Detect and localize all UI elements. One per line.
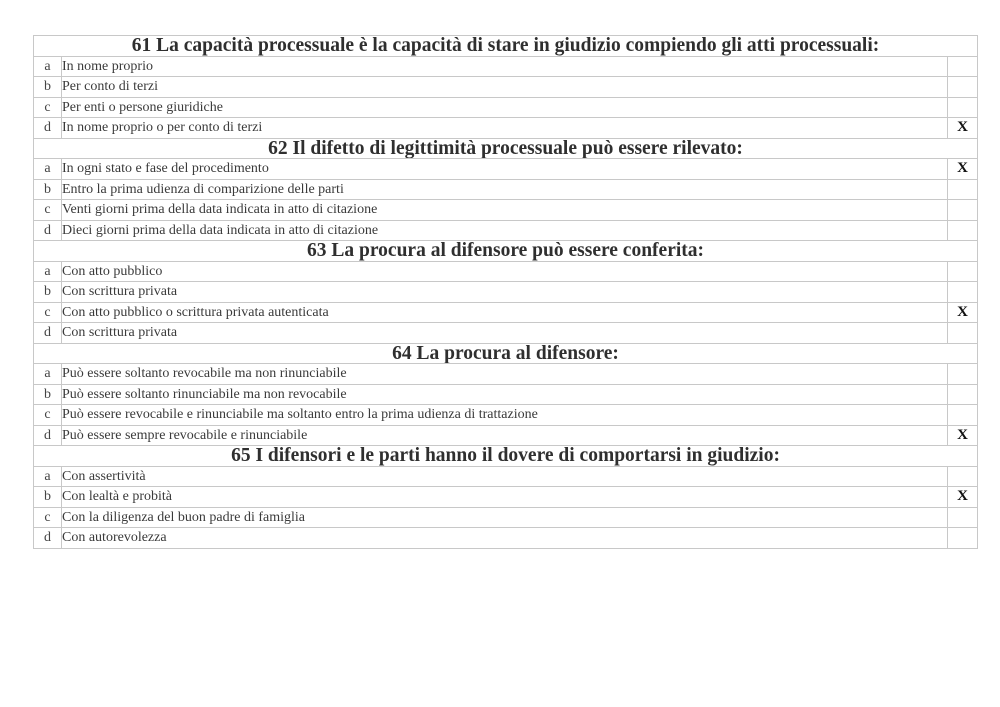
option-text: Può essere sempre revocabile e rinunciabile [62,425,948,446]
answer-mark: X [948,118,978,139]
answer-mark [948,466,978,487]
option-row [34,118,978,139]
question-title: 61 La capacità processuale è la capacità di stare in giudizio compiendo gli atti processuali: [34,36,978,57]
option-letter: c [34,405,62,426]
option-text: Per conto di terzi [62,77,948,98]
answer-mark [948,56,978,77]
answer-mark: X [948,302,978,323]
option-text: Può essere soltanto rinunciabile ma non revocabile [62,384,948,405]
option-row [34,77,978,98]
question-title: 64 La procura al difensore: [34,343,978,364]
option-row [34,487,978,508]
answer-mark: X [948,425,978,446]
option-row [34,200,978,221]
option-text: Entro la prima udienza di comparizione delle parti [62,179,948,200]
question-title-row [34,446,978,467]
option-letter: a [34,261,62,282]
option-row [34,159,978,180]
answer-mark: X [948,487,978,508]
option-text: Con atto pubblico [62,261,948,282]
option-letter: c [34,200,62,221]
option-text: Con atto pubblico o scrittura privata autenticata [62,302,948,323]
option-letter: b [34,384,62,405]
answer-mark [948,200,978,221]
option-letter: d [34,425,62,446]
option-row [34,302,978,323]
option-row [34,261,978,282]
answer-mark [948,179,978,200]
option-letter: d [34,220,62,241]
option-text: In nome proprio [62,56,948,77]
answer-mark [948,528,978,549]
option-row [34,179,978,200]
option-row [34,282,978,303]
option-text: Con scrittura privata [62,323,948,344]
option-row [34,323,978,344]
option-letter: c [34,507,62,528]
option-letter: a [34,56,62,77]
option-text: Con scrittura privata [62,282,948,303]
option-text: Con autorevolezza [62,528,948,549]
option-text: Venti giorni prima della data indicata in atto di citazione [62,200,948,221]
answer-mark [948,220,978,241]
option-letter: a [34,364,62,385]
option-row [34,528,978,549]
answer-mark [948,405,978,426]
option-row [34,364,978,385]
answer-mark [948,77,978,98]
question-title: 65 I difensori e le parti hanno il dovere di comportarsi in giudizio: [34,446,978,467]
option-row [34,220,978,241]
option-text: Con assertività [62,466,948,487]
option-text: In nome proprio o per conto di terzi [62,118,948,139]
answer-mark: X [948,159,978,180]
answer-mark [948,261,978,282]
option-row [34,425,978,446]
option-letter: b [34,179,62,200]
option-row [34,507,978,528]
option-letter: b [34,77,62,98]
question-title: 63 La procura al difensore può essere conferita: [34,241,978,262]
option-letter: c [34,97,62,118]
option-letter: d [34,118,62,139]
question-title: 62 Il difetto di legittimità processuale può essere rilevato: [34,138,978,159]
option-row [34,97,978,118]
option-letter: b [34,282,62,303]
option-text: Con la diligenza del buon padre di famiglia [62,507,948,528]
quiz-sheet [33,35,977,549]
option-text: Con lealtà e probità [62,487,948,508]
question-title-row [34,36,978,57]
option-row [34,384,978,405]
answer-mark [948,282,978,303]
option-row [34,405,978,426]
option-text: Può essere revocabile e rinunciabile ma soltanto entro la prima udienza di trattazione [62,405,948,426]
option-letter: d [34,323,62,344]
option-row [34,56,978,77]
option-text: In ogni stato e fase del procedimento [62,159,948,180]
option-letter: a [34,159,62,180]
option-row [34,466,978,487]
option-text: Può essere soltanto revocabile ma non rinunciabile [62,364,948,385]
question-title-row [34,343,978,364]
question-title-row [34,241,978,262]
option-text: Per enti o persone giuridiche [62,97,948,118]
answer-mark [948,384,978,405]
option-letter: b [34,487,62,508]
answer-mark [948,364,978,385]
answer-mark [948,507,978,528]
option-letter: d [34,528,62,549]
option-letter: a [34,466,62,487]
question-title-row [34,138,978,159]
quiz-table [33,35,978,549]
option-letter: c [34,302,62,323]
option-text: Dieci giorni prima della data indicata in atto di citazione [62,220,948,241]
answer-mark [948,97,978,118]
answer-mark [948,323,978,344]
